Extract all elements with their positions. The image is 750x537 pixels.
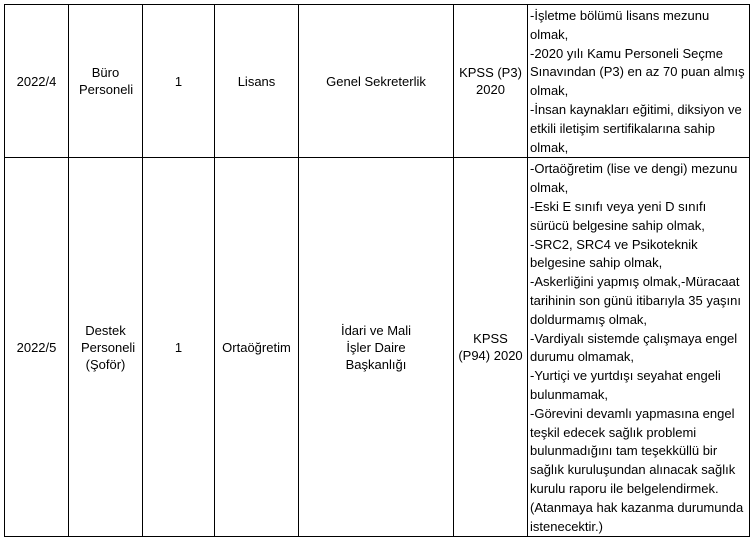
exam-cell [454,5,528,158]
requirement-item: -İnsan kaynakları eğitimi, diksiyon ve etkili iletişim sertifikalarına sahip olmak, [530,101,742,155]
requirement-item: -İşletme bölümü lisans mezunu olmak, [530,8,710,42]
unit-cell: Genel Sekreterlik [299,5,454,158]
education-level-cell: Lisans [215,5,299,158]
unit-cell [299,158,454,537]
unit-name: İdari ve Mali İşler Daire Başkanlığı [340,322,412,372]
position-title-cell [69,158,143,537]
requirements-cell [528,5,750,158]
position-code-cell: 2022/4 [5,5,69,158]
position-title-cell [69,5,143,158]
requirement-item: -Vardiyalı sistemde çalışmaya engel durumu olmamak, [530,330,738,365]
exam-cell [454,158,528,537]
requirements-cell [528,158,750,537]
requirement-item: -SRC2, SRC4 ve Psikoteknik belgesine sahip olmak, [530,236,698,271]
table-row [5,5,750,158]
table-row [5,158,750,537]
exam-type: KPSS (P3) 2020 [459,64,522,98]
exam-type: KPSS (P94) 2020 [458,331,523,364]
position-title: Destek Personeli (Şoför) [81,322,136,372]
position-code-cell: 2022/5 [5,158,69,537]
requirement-item: -Yurtiçi ve yurtdışı seyahat engeli bulunmamak, [530,368,721,402]
position-count-cell: 1 [143,158,215,537]
requirement-item: -Askerliğini yapmış olmak,-Müracaat tarihinin son günü itibarıyla 35 yaşını doldurmamış olmak, [530,274,742,327]
position-title: Büro Personeli [79,64,134,98]
position-count-cell: 1 [143,5,215,158]
job-positions-table [4,4,750,537]
education-level-cell: Ortaöğretim [215,158,299,537]
requirement-item: -Ortaöğretim (lise ve dengi) mezunu olmak, [530,161,738,196]
requirement-item: -2020 yılı Kamu Personeli Seçme Sınavından (P3) en az 70 puan almış olmak, [530,45,745,99]
requirement-item: -Görevini devamlı yapmasına engel teşkil edecek sağlık problemi bulunmadığını tam teşekküllü bir sağlık kuruluşundan alınacak sağlık kurulu raporu ile belgelendirmek. (Atanmaya hak kazanma durumunda istenecektir.) [530,405,744,534]
requirement-item: -Eski E sınıfı veya yeni D sınıfı sürücü belgesine sahip olmak, [530,198,707,233]
